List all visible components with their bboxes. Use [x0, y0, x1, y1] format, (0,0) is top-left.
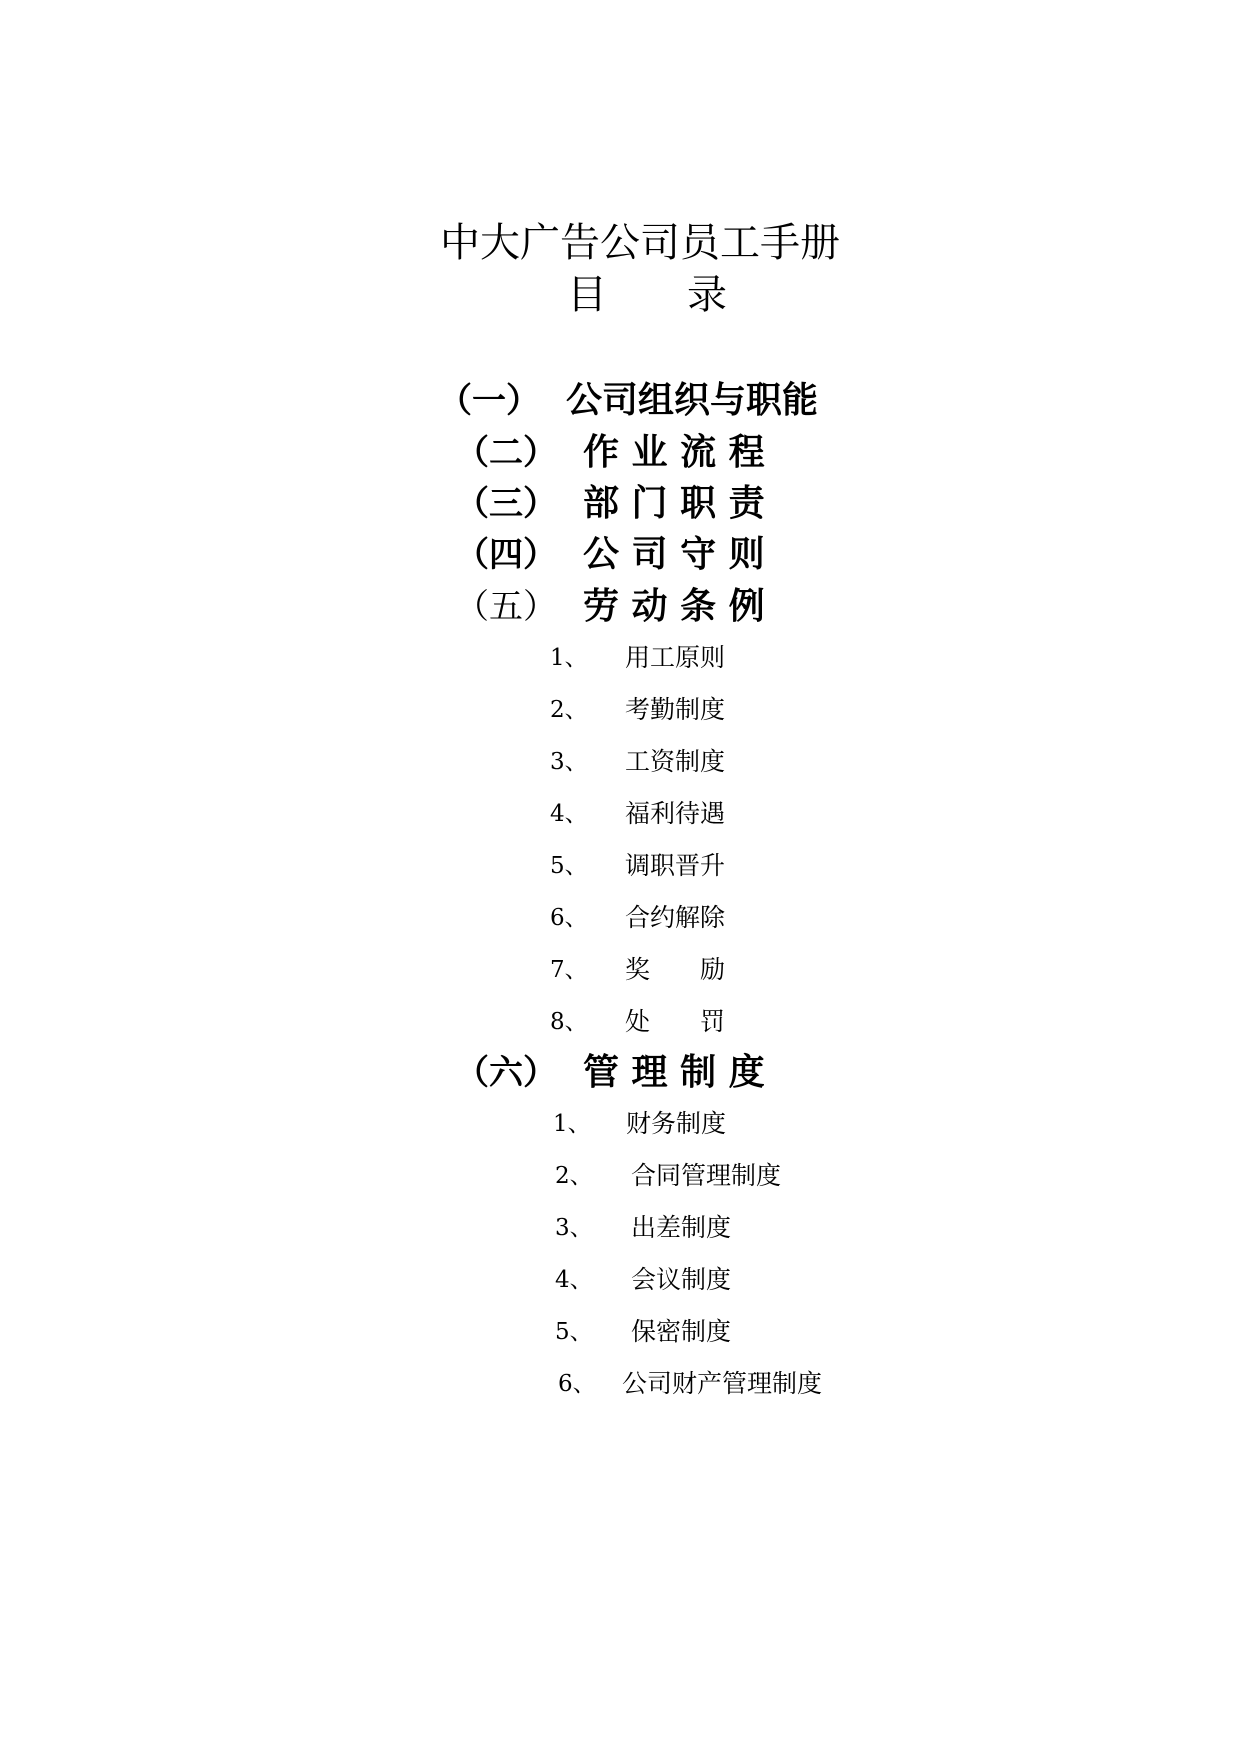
management-item-number: 6、	[558, 1371, 596, 1397]
management-item-number: 3、	[555, 1215, 593, 1241]
management-item-label: 公司财产管理制度	[622, 1369, 823, 1398]
labor-item-number: 3、	[550, 749, 588, 775]
management-item-label: 会议制度	[631, 1265, 732, 1294]
labor-item-label: 调职晋升	[625, 851, 726, 880]
section-label: 作 业 流 程	[583, 431, 765, 473]
labor-item-label: 处 罚	[625, 1007, 726, 1036]
section-number: （三）	[455, 484, 557, 524]
labor-item-label: 福利待遇	[625, 799, 726, 828]
section-number: （五）	[455, 587, 557, 627]
section-label: 部 门 职 责	[583, 482, 765, 524]
labor-item-number: 7、	[550, 957, 588, 983]
section-number: （二）	[455, 433, 557, 473]
management-item-label: 出差制度	[631, 1213, 732, 1242]
management-item-label: 财务制度	[626, 1109, 727, 1138]
labor-item-label: 考勤制度	[625, 695, 726, 724]
labor-item-number: 2、	[550, 697, 588, 723]
section-label: 公司组织与职能	[566, 379, 819, 421]
section-number: （六）	[455, 1053, 557, 1093]
management-item-number: 4、	[555, 1267, 593, 1293]
section-number: （一）	[438, 381, 540, 421]
management-item-number: 1、	[553, 1111, 591, 1137]
labor-item-number: 8、	[550, 1009, 588, 1035]
toc-heading: 目 录	[567, 272, 727, 318]
labor-item-label: 合约解除	[625, 903, 726, 932]
labor-item-number: 4、	[550, 801, 588, 827]
labor-item-number: 1、	[550, 645, 588, 671]
management-item-label: 保密制度	[631, 1317, 732, 1346]
management-item-label: 合同管理制度	[631, 1161, 782, 1190]
section-label: 管 理 制 度	[583, 1051, 765, 1093]
section-label: 劳 动 条 例	[583, 585, 765, 627]
section-label: 公 司 守 则	[583, 533, 765, 575]
labor-item-number: 6、	[550, 905, 588, 931]
section-number: （四）	[455, 535, 557, 575]
labor-item-label: 用工原则	[625, 643, 726, 672]
labor-item-label: 奖 励	[625, 955, 726, 984]
labor-item-label: 工资制度	[625, 747, 726, 776]
labor-item-number: 5、	[550, 853, 588, 879]
management-item-number: 2、	[555, 1163, 593, 1189]
management-item-number: 5、	[555, 1319, 593, 1345]
document-title: 中大广告公司员工手册	[440, 220, 840, 266]
